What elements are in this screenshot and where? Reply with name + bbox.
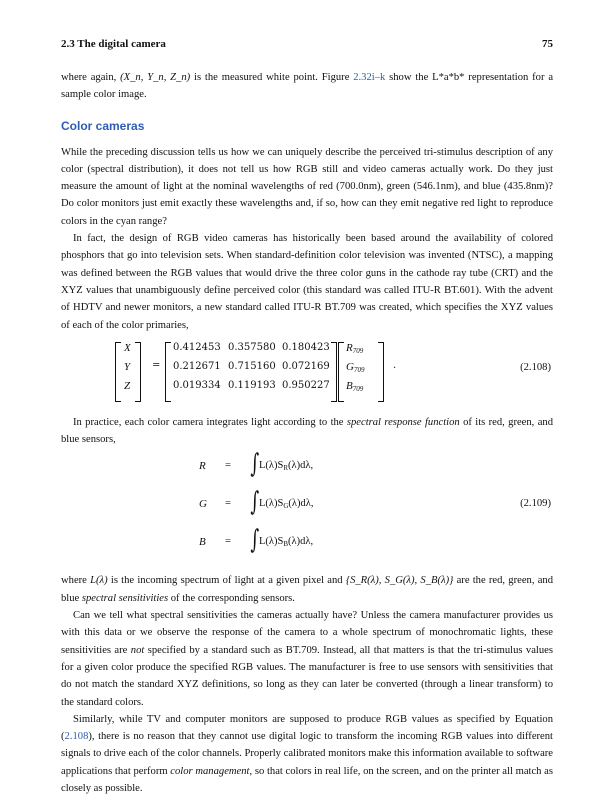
integral-sign: ∫: [250, 525, 260, 556]
equation-link[interactable]: 2.108: [64, 731, 89, 743]
equation-number-2-108: (2.108): [520, 361, 551, 373]
conversion-matrix: 0.412453 0.357580 0.180423 0.212671 0.715160 0.072169 0.019334 0.119193 0.950227: [165, 342, 345, 402]
xyz-vector: X Y Z: [115, 342, 143, 402]
equation-2-109: [61, 449, 553, 566]
rgb709-vector: $R_{709}$ $G_{709}$ $B_{709}$: [338, 342, 388, 402]
paragraph-6: Similarly, while TV and computer monitors are supposed to produce RGB values as specified by Equation (2.108), there is no reason that they cannot use digital logic to transform the incoming RGB values into different signals to drive each of the color channels. Properly calibrated monitors make this information available to software applications that perform color management, so that colors in real life, on the screen, and on the printer all match as closely as possible.: [61, 713, 554, 795]
equation-number-2-109: (2.109): [520, 498, 551, 510]
paragraph-4: where L(λ) is the incoming spectrum of light at a given pixel and {S_R(λ), S_G(λ), S_B(λ)} are the red, green, and blue spectral sensitivities of the corresponding sensors.: [61, 575, 554, 604]
integral-row-b: B = ∫ $L(\lambda)S_B(\lambda)d\lambda$,: [199, 525, 314, 556]
paragraph-2: In fact, the design of RGB video cameras has historically been based around the availability of colored phosphors that go into television sets. When standard-definition color television was invented (NTSC), a mapping was defined between the RGB values that would drive the three color guns in the cathode ray tube (CRT) and the XYZ values that unambiguously define perceived color (this standard was called ITU-R BT.601). With the advent of HDTV and newer monitors, a new standard called ITU-R BT.709 was created, which specifies the XYZ values of each of the color primaries,: [61, 233, 553, 331]
integral-sign: ∫: [250, 487, 260, 518]
integral-sign: ∫: [250, 449, 260, 480]
integral-row-g: G = ∫ $L(\lambda)S_G(\lambda)d\lambda$,: [199, 487, 314, 518]
equals-sign: =: [152, 359, 161, 371]
intro-paragraph: where again, (X_n, Y_n, Z_n) is the measured white point. Figure 2.32i–k show the L*a*b* representation for a sample color image.: [61, 72, 554, 101]
header-page-number: 75: [542, 38, 553, 50]
paragraph-3: In practice, each color camera integrates light according to the spectral response function of its red, green, and blue sensors,: [61, 416, 553, 446]
running-header: [61, 38, 553, 54]
equation-2-108: X Y Z = 0.412453 0.357580 0.180423 0.212671 0.715160 0.072169 0.019334 0.119193 0.950227 $R_{709}$ $G_{709}$ $B_{709}$ . (2.108): [61, 342, 553, 404]
figure-link[interactable]: 2.32i–k: [353, 72, 386, 83]
header-section-title: 2.3 The digital camera: [61, 38, 166, 50]
page: [61, 38, 553, 797]
paragraph-1: While the preceding discussion tells us how we can uniquely describe the perceived tri-stimulus description of any color (spectral distribution), it does not tell us how RGB still and video cameras actually work. Do they just measure the amount of light at the nominal wavelengths of red (700.0nm), green (546.1nm), and blue (435.8nm)? Do color monitors just emit exactly these wavelengths and, if so, how can they emit negative red light to reproduce colors in the cyan range?: [61, 146, 553, 227]
integral-row-r: R = ∫ $L(\lambda)S_R(\lambda)d\lambda$,: [199, 449, 314, 480]
section-heading-color-cameras: Color cameras: [61, 118, 145, 133]
paragraph-5: Can we tell what spectral sensitivities the cameras actually have? Unless the camera manufacturer provides us with this data or we observe the response of the camera to a whole spectrum of monochromatic lights, these sensitivities are not specified by a standard such as BT.709. Instead, all that matters is that the tri-stimulus values for a given color produce the specified RGB values. The manufacturer is free to use sensors with sensitivities that do not match the standard XYZ definitions, so long as they can later be converted (through a linear transform) to the standard colors.: [61, 610, 553, 708]
white-point-math: (X_n, Y_n, Z_n): [120, 72, 191, 83]
